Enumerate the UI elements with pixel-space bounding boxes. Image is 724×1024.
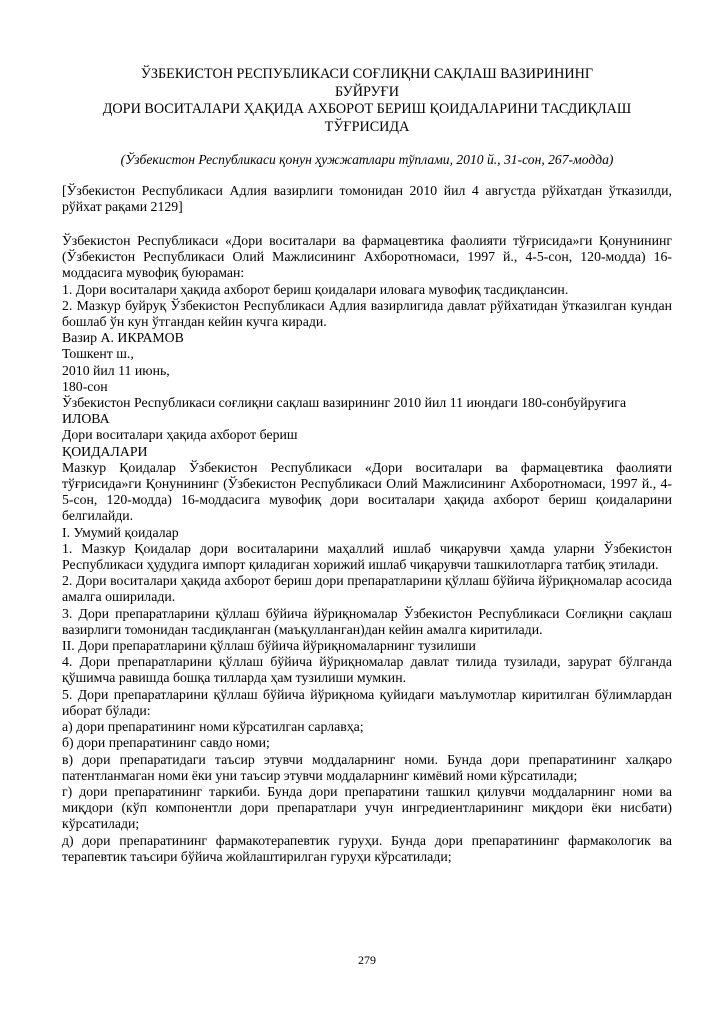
annex-title-line-2: ҚОИДАЛАРИ (62, 443, 148, 459)
title-line-1: ЎЗБЕКИСТОН РЕСПУБЛИКАСИ СОҒЛИҚНИ САҚЛАШ ВАЗИРИНИНГ (140, 66, 594, 82)
page-number: 279 (358, 953, 376, 967)
document-body (62, 233, 672, 865)
annex-label: ИЛОВА (62, 411, 110, 427)
annex-paragraph-3: 3. Дори препаратларини қўллаш бўйича йўриқномалар Ўзбекистон Республикаси Соғлиқни сақлаш вазирлиги томонидан тасдиқланган (маъқулланган)дан кейин амалга киритилади. (62, 605, 672, 637)
list-item-v: в) дори препаратидаги таъсир этувчи моддаларнинг номи. Бунда дори препаратининг халқаро патентланмаган номи ёки уни таъсир этувчи моддаларнинг кимёвий номи кўрсатилади; (62, 751, 672, 783)
order-item-1: 1. Дори воситалари ҳақида ахборот бериш қоидалари иловага мувофиқ тасдиқлансин. (62, 281, 569, 297)
registration-note (62, 183, 672, 215)
minister-signature: Вазир А. ИКРАМОВ (62, 330, 184, 346)
annex-paragraph-1: 1. Мазкур Қоидалар дори воситаларини маҳаллий ишлаб чиқарувчи ҳамда уларни Ўзбекистон Республикаси ҳудудига импорт қиладиган хорижий ишлаб чиқарувчи ташкилотларга татбиқ этилади. (62, 540, 672, 573)
section-heading-1: I. Умумий қоидалар (62, 524, 179, 540)
title-line-2: БУЙРУҒИ (335, 83, 399, 100)
list-item-d: д) дори препаратининг фармакотерапевтик гуруҳи. Бунда дори препаратининг фармакологик ва терапевтик таъсири бўйича жойлаштирилган гуруҳи кўрсатилади; (62, 832, 672, 864)
list-item-g: г) дори препаратининг таркиби. Бунда дори препаратини ташкил қилувчи моддаларнинг номи ва миқдори (кўп компонентли дори препаратлари учун ингредиентларининг миқдори ёки нисбати) кўрсатилади; (62, 783, 672, 832)
annex-intro: Мазкур Қоидалар Ўзбекистон Республикаси «Дори воситалари ва фармацевтика фаолияти тўғрисида»ги Қонунининг (Ўзбекистон Республикаси Олий Мажлисининг Ахборотномаси, 1997 й., 4-5-сон, 120-модда) 16-моддасига мувофиқ дори воситалари ҳақида ахборот бериш қоидаларини белгилайди. (62, 459, 672, 524)
order-item-2: 2. Мазкур буйруқ Ўзбекистон Республикаси Адлия вазирлигида давлат рўйхатидан ўтказилган кундан бошлаб ўн кун ўтгандан кейин кучга киради. (62, 297, 672, 330)
annex-paragraph-2: 2. Дори воситалари ҳақида ахборот бериш дори препаратларини қўллаш бўйича йўриқномалар асосида амалга оширилади. (62, 573, 672, 605)
title-line-4: ТЎҒРИСИДА (324, 118, 410, 135)
order-city: Тошкент ш., (62, 346, 134, 362)
list-item-a: а) дори препаратининг номи кўрсатилган сарлавҳа; (62, 719, 364, 735)
title-line-3: ДОРИ ВОСИТАЛАРИ ҲАҚИДА АХБОРОТ БЕРИШ ҚОИДАЛАРИНИ ТАСДИҚЛАШ (102, 101, 632, 117)
list-item-b: б) дори препаратининг савдо номи; (62, 735, 270, 751)
publication-reference: (Ўзбекистон Республикаси қонун ҳужжатлари тўплами, 2010 й., 31-сон, 267-модда) (120, 152, 614, 167)
order-preamble: Ўзбекистон Республикаси «Дори воситалари ва фармацевтика фаолияти тўғрисида»ги Қонунининг (Ўзбекистон Республикаси Олий Мажлисининг Ахборотномаси, 1997 й., 4-5-сон, 120-модда) 16-моддасига мувофиқ буюраман: (62, 233, 672, 281)
document-title (62, 66, 672, 136)
registration-text: [Ўзбекистон Республикаси Адлия вазирлиги томонидан 2010 йил 4 августда рўйхатдан ўтказилди, рўйхат рақами 2129] (62, 183, 672, 215)
annex-paragraph-4: 4. Дори препаратларини қўллаш бўйича йўриқномалар давлат тилида тузилади, зарурат бўлганда қўшимча равишда бошқа тилларда ҳам тузилиши мумкин. (62, 654, 672, 686)
annex-reference: Ўзбекистон Республикаси соғлиқни сақлаш вазирининг 2010 йил 11 июндаги 180-сонбуйруғига (62, 395, 627, 411)
section-heading-2: II. Дори препаратларини қўллаш бўйича йўриқномаларнинг тузилиши (62, 638, 476, 654)
order-date: 2010 йил 11 июнь, (62, 362, 170, 378)
annex-paragraph-5: 5. Дори препаратларини қўллаш бўйича йўриқнома қуйидаги маълумотлар киритилган бўлимлардан иборат бўлади: (62, 686, 672, 718)
order-number: 180-сон (62, 378, 108, 394)
annex-title-line-1: Дори воситалари ҳақида ахборот бериш (62, 427, 298, 443)
